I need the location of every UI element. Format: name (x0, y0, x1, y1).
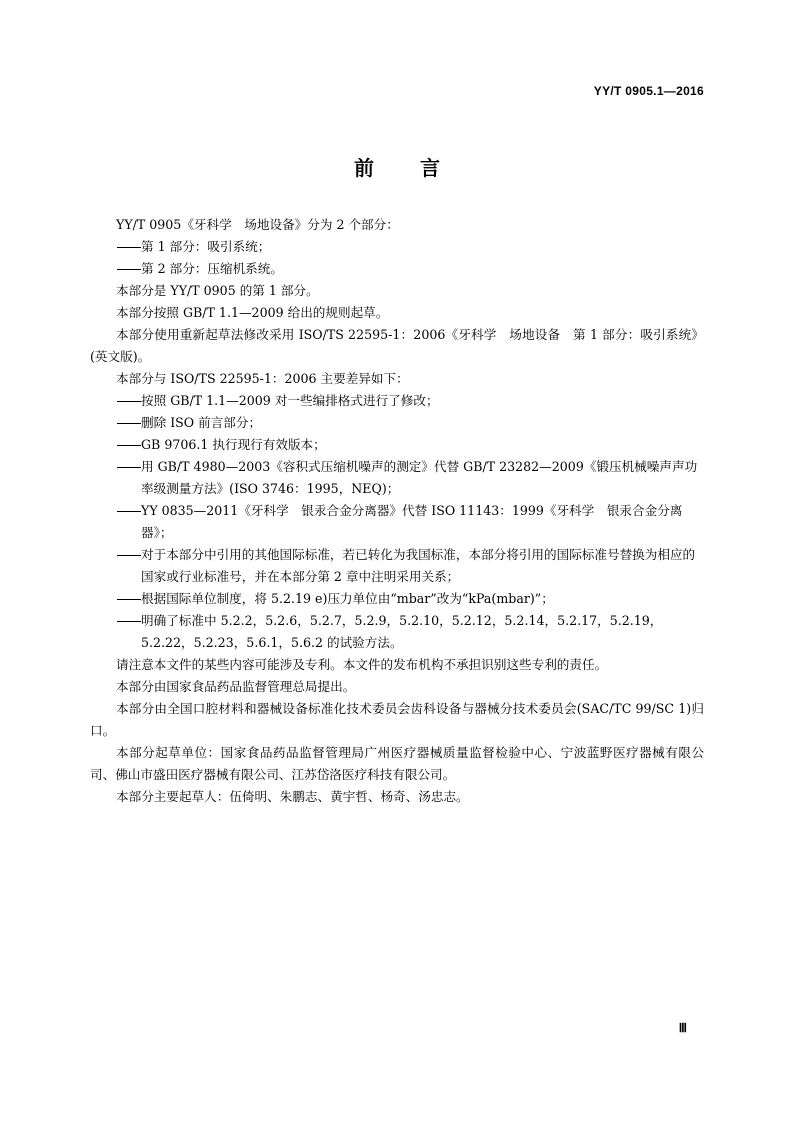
paragraph-drafting-units: 本部分起草单位：国家食品药品监督管理局广州医疗器械质量监督检验中心、宁波蓝野医疗器械有限公司、佛山市盛田医疗器械有限公司、江苏岱洛医疗科技有限公司。 (90, 745, 704, 782)
dash-mark (116, 544, 141, 566)
title-char-1: 前 (354, 156, 374, 180)
foreword-body (90, 214, 704, 808)
list-item-difference: 根据国际单位制度，将 5.2.19 e)压力单位由“mbar”改为“kPa(mbar)”； (90, 588, 704, 610)
list-item-difference: 对于本部分中引用的其他国际标准，若已转化为我国标准，本部分将引用的国际标准号替换为相应的国家或行业标准号，并在本部分第 2 章中注明采用关系； (90, 544, 704, 588)
paragraph-differences-intro: 本部分与 ISO/TS 22595-1：2006 主要差异如下： (116, 371, 409, 386)
paragraph-adoption: 本部分使用重新起草法修改采用 ISO/TS 22595-1：2006《牙科学 场地设备 第 1 部分：吸引系统》(英文版)。 (90, 327, 704, 364)
paragraph-part-statement: 本部分是 YY/T 0905 的第 1 部分。 (116, 283, 319, 298)
paragraph-patent-notice: 请注意本文件的某些内容可能涉及专利。本文件的发布机构不承担识别这些专利的责任。 (116, 657, 608, 672)
list-item-difference: 明确了标准中 5.2.2，5.2.6，5.2.7，5.2.9，5.2.10，5.2.12，5.2.14，5.2.17，5.2.19，5.2.22，5.2.23，5.6.1，5.6.2 的试验方法。 (90, 610, 704, 654)
list-item-difference: 按照 GB/T 1.1—2009 对一些编排格式进行了修改； (90, 390, 704, 412)
dash-mark (116, 456, 141, 478)
dash-mark (116, 236, 141, 258)
paragraph-drafters: 本部分主要起草人：伍倚明、朱鹏志、黄宇哲、杨奇、汤忠志。 (116, 789, 469, 804)
page-title (0, 152, 794, 181)
dash-mark (116, 500, 141, 522)
list-item-difference: GB 9706.1 执行现行有效版本； (90, 434, 704, 456)
dash-mark (116, 588, 141, 610)
paragraph-centralized-by: 本部分由全国口腔材料和器械设备标准化技术委员会齿科设备与器械分技术委员会(SAC/TC 99/SC 1)归口。 (90, 701, 704, 738)
title-char-2: 言 (420, 156, 440, 180)
dash-mark (116, 434, 141, 456)
dash-mark (116, 412, 141, 434)
dash-mark (116, 258, 141, 280)
paragraph-parts-intro: YY/T 0905《牙科学 场地设备》分为 2 个部分： (116, 217, 399, 232)
list-item-difference: YY 0835—2011《牙科学 银汞合金分离器》代替 ISO 11143：1999《牙科学 银汞合金分离器》； (90, 500, 704, 544)
paragraph-proposed-by: 本部分由国家食品药品监督管理总局提出。 (116, 679, 356, 694)
list-item-part-1: 第 1 部分：吸引系统； (90, 236, 704, 258)
list-item-difference: 用 GB/T 4980—2003《容积式压缩机噪声的测定》代替 GB/T 23282—2009《锻压机械噪声声功率级测量方法》(ISO 3746：1995，NEQ)； (90, 456, 704, 500)
page-number: Ⅲ (678, 1021, 687, 1035)
standard-code-header: YY/T 0905.1—2016 (593, 84, 704, 98)
dash-mark (116, 610, 141, 632)
paragraph-drafting-rules: 本部分按照 GB/T 1.1—2009 给出的规则起草。 (116, 305, 389, 320)
dash-mark (116, 390, 141, 412)
list-item-difference: 删除 ISO 前言部分； (90, 412, 704, 434)
list-item-part-2: 第 2 部分：压缩机系统。 (90, 258, 704, 280)
